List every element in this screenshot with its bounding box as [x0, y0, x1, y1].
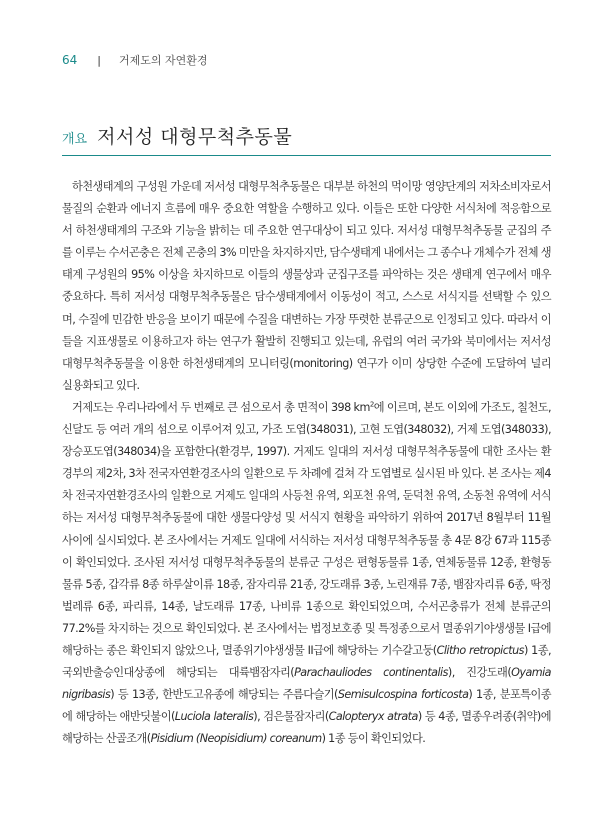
species-name: Oyamia nigribasis [62, 666, 551, 702]
species-name: Semisulcospina forticosta [337, 688, 469, 702]
running-title: 거제도의 자연환경 [119, 54, 208, 67]
species-name: Calopteryx atrata [328, 710, 418, 724]
paragraph-1: 하천생태계의 구성원 가운데 저서성 대형무척추동물은 대부분 하천의 먹이망 영양단계의 저차소비자로서 물질의 순환과 에너지 흐름에 매우 중요한 역할을 수행하고 있다. 이들은 또한 다양한 서식처에 적응함으로서 하천생태계의 구조와 기능을 밝히는 데 주요한 연구대상이 되고 있다. 저서성 대형무척추동물 군집의 주를 이루는 수서곤충은 전체 곤충의 3% 미만을 차지하지만, 담수생태계 내에서는 그 종수나 개체수가 전체 생태계 구성원의 95% 이상을 차지하므로 이들의 생물상과 군집구조를 파악하는 것은 생태계 연구에서 매우 중요하다. 특히 저서성 대형무척추동물은 담수생태계에서 이동성이 적고, 스스로 서식지를 선택할 수 있으며, 수질에 민감한 반응을 보이기 때문에 수질을 대변하는 가장 뚜렷한 분류군으로 인정되고 있다. 따라서 이들을 지표생물로 이용하고자 하는 연구가 활발히 진행되고 있는데, 유럽의 여러 국가와 북미에서는 저서성 대형무척추동물을 이용한 하천생태계의 모니터링(monitoring) 연구가 이미 상당한 수준에 도달하여 널리 실용화되고 있다. [62, 180, 551, 392]
section-title: 저서성 대형무척추동물 [97, 126, 293, 148]
species-name: Pisidium (Neopisidium) coreanum [150, 732, 322, 746]
page-number: 64 [62, 53, 78, 67]
section-heading [62, 122, 551, 156]
species-name: Parachauliodes continentalis [294, 666, 448, 680]
section-prefix: 개요 [62, 132, 88, 147]
species-name: Clitho retropictus [436, 643, 524, 657]
species-name: Luciola lateralis [174, 710, 254, 724]
paragraph-2: 거제도는 우리나라에서 두 번째로 큰 섬으로서 총 면적이 398 $km^2$에 이르며, 본도 이외에 가조도, 칠천도, 신달도 등 여러 개의 섬으로 이루어져 있고, 가조 도엽(348031), 고현 도엽(348032), 거제 도엽(348033), 장승포도엽(348034)을 포함한다(환경부, 1997). 거제도 일대의 저서성 대형무척추동물에 대한 조사는 환경부의 제2차, 3차 전국자연환경조사의 일환으로 두 차례에 걸쳐 각 도엽별로 실시된 바 있다. 본 조사는 제4차 전국자연환경조사의 일환으로 거제도 일대의 사등천 유역, 외포천 유역, 둔덕천 유역, 소동천 유역에 서식하는 저서성 대형무척추동물에 대한 생물다양성 및 서식지 현황을 파악하기 위하여 2017년 8월부터 11월 사이에 실시되었다. 본 조사에서는 거제도 일대에 서식하는 저서성 대형무척추동물 총 4문 8강 67과 115종이 확인되었다. 조사된 저서성 대형무척추동물의 분류군 구성은 편형동물류 1종, 연체동물류 12종, 환형동물류 5종, 갑각류 8종 하루살이류 18종, 잠자리류 21종, 강도래류 3종, 노린재류 7종, 뱀잠자리류 6종, 딱정벌레류 6종, 파리류, 14종, 날도래류 17종, 나비류 1종으로 확인되었으며, 수서곤충류가 전체 분류군의 77.2%를 차지하는 것으로 확인되었다. 본 조사에서는 법정보호종 및 특정종으로서 멸종위기야생생물 I급에 해당하는 종은 확인되지 않았으나, 멸종위기야생생물 II급에 해당하는 기수갈고둥(Clitho retropictus) 1종, 국외반출승인대상종에 해당되는 대륙뱀잠자리(Parachauliodes continentalis), 진강도래(Oyamia nigribasis) 등 13종, 한반도고유종에 해당되는 주름다슬기(Semisulcospina forticosta) 1종, 분포특이종에 해당하는 애반딧불이(Luciola lateralis), 검은물잠자리(Calopteryx atrata) 등 4종, 멸종우려종(취약)에 해당하는 산골조개(Pisidium (Neopisidium) coreanum) 1종 등이 확인되었다. [62, 400, 551, 746]
header-separator: | [97, 53, 101, 67]
running-header [62, 52, 208, 68]
body-text [62, 176, 551, 750]
